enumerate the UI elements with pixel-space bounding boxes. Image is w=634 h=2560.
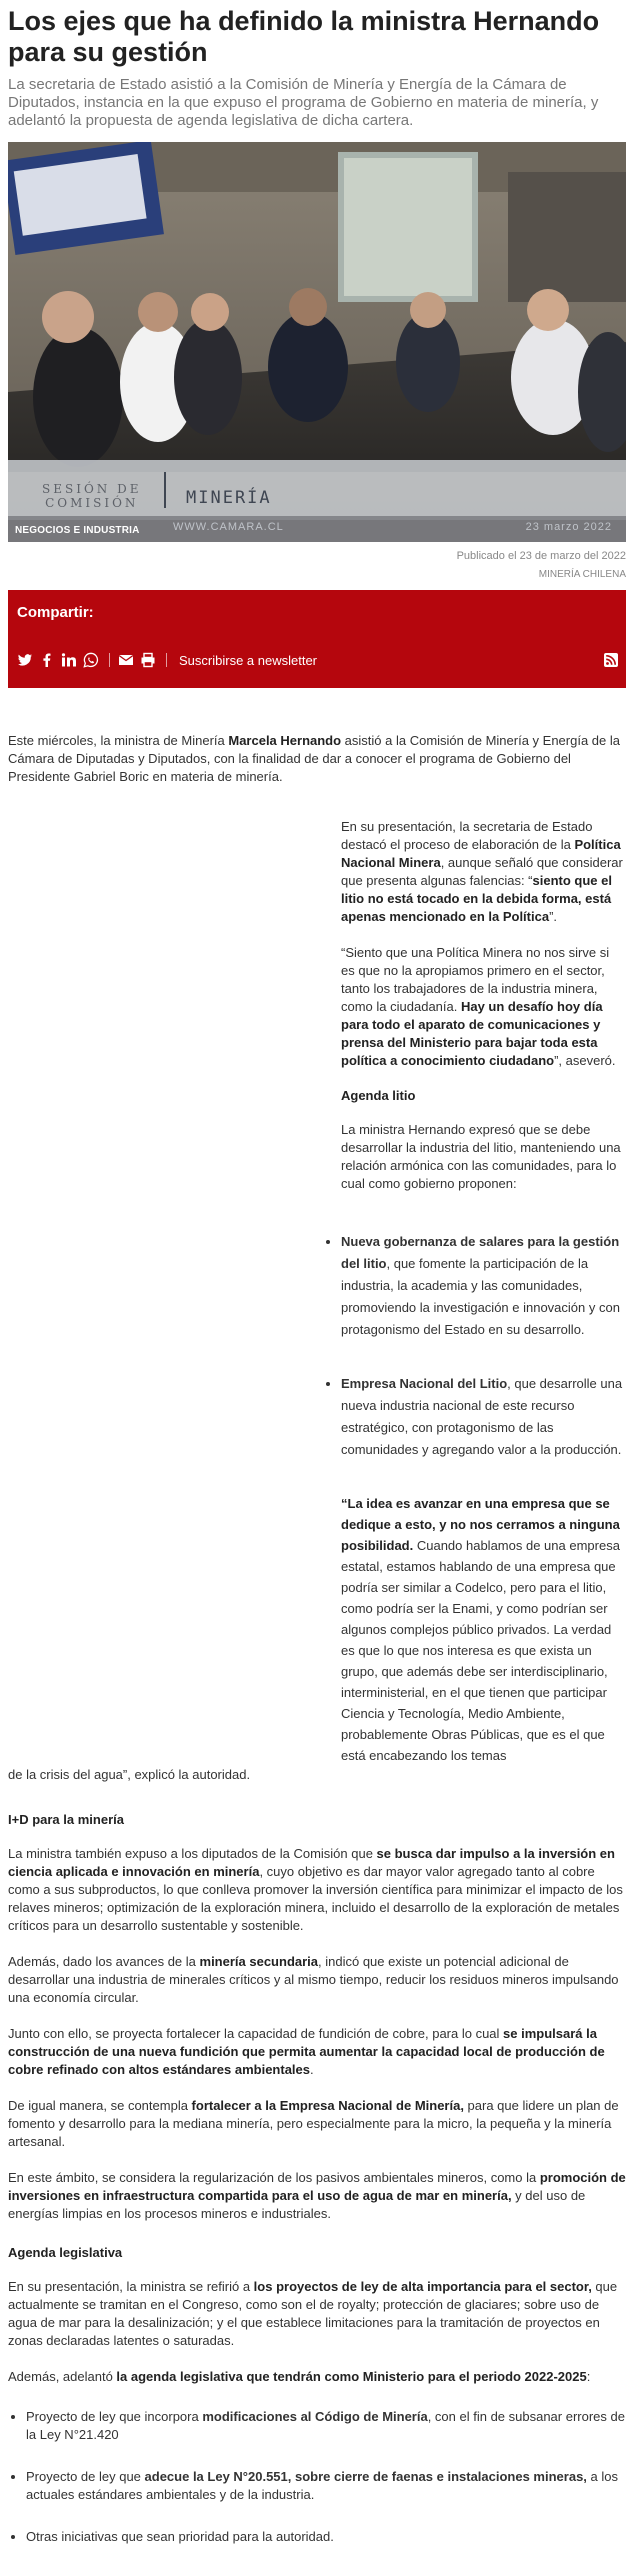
section-heading-agenda-litio: Agenda litio <box>341 1088 416 1103</box>
legislative-agenda-list <box>8 2408 626 2560</box>
print-icon[interactable] <box>140 652 156 668</box>
article-title: Los ejes que ha definido la ministra Hernando para su gestión <box>8 6 600 67</box>
body-paragraph: La ministra también expuso a los diputados de la Comisión que se busca dar impulso a la inversión en ciencia aplicada e innovación en minería, cuyo objetivo es dar mayor valor agregado tanto al cobre como a sus subproductos, lo que conlleva promover la inversión científica para minimizar el impacto de los relaves mineros; optimización de la exploración minera, incluido el desarrollo de la exploración de metales críticos para un desarrollo sustentable y sostenible. <box>8 1846 623 1933</box>
body-paragraph: Además, adelantó la agenda legislativa que tendrán como Ministerio para el periodo 2022-2025: <box>8 2369 591 2384</box>
category-badge[interactable]: NEGOCIOS E INDUSTRIA <box>15 525 140 536</box>
body-paragraph: Además, dado los avances de la minería secundaria, indicó que existe un potencial adicional de desarrollar una industria de minerales críticos y al mismo tiempo, reducir los residuos mineros impulsando una economía circular. <box>8 1954 619 2005</box>
intro-paragraph: Este miércoles, la ministra de Minería Marcela Hernando asistió a la Comisión de Minería y Energía de la Cámara de Diputadas y Diputados, con la finalidad de dar a conocer el programa de Gobierno del Presidente Gabriel Boric en materia de minería. <box>8 733 620 784</box>
section-heading-agenda-legislativa: Agenda legislativa <box>8 2245 123 2260</box>
aside-column <box>341 818 626 1193</box>
rss-icon[interactable] <box>604 653 618 667</box>
list-item: • Otras iniciativas que sean prioridad para la autoridad. <box>26 2528 626 2546</box>
aside-column <box>341 1493 626 1766</box>
list-item: • Nueva gobernanza de salares para la gestión del litio, que fomente la participación de la industria, la academia y las comunidades, promoviendo la investigación e innovación y con protagonismo del Estado en su desarrollo. <box>341 1231 626 1341</box>
list-item: • Proyecto de ley que incorpora modificaciones al Código de Minería, con el fin de subsanar errores de la Ley N°21.420 <box>26 2408 626 2444</box>
share-bar <box>8 590 626 688</box>
email-icon[interactable] <box>118 652 134 668</box>
hero-date-label: 23 marzo 2022 <box>525 521 612 533</box>
body-paragraph: De igual manera, se contempla fortalecer a la Empresa Nacional de Minería, para que lidere un plan de fomento y desarrollo para la mediana minería, pero especialmente para la micro, la pequeña y la minería artesanal. <box>8 2098 619 2149</box>
body-paragraph: En este ámbito, se considera la regularización de los pasivos ambientales mineros, como la promoción de inversiones en infraestructura compartida para el uso de agua de mar en minería, y del uso de energías limpias en los procesos mineros e industriales. <box>8 2170 626 2221</box>
quote-paragraph: “La idea es avanzar en una empresa que se dedique a esto, y no nos cerramos a ninguna posibilidad. Cuando hablamos de una empresa estatal, estamos hablando de una empresa que podría ser similar a Codelco, pero para el litio, como podría ser la Enami, y como podrían ser algunos complejos público privados. La verdad es que lo que nos interesa es que exista un grupo, que además debe ser interdisciplinario, interministerial, en el que tienen que participar Ciencia y Tecnología, Medio Ambiente, probablemente Obras Públicas, que es el que está encabezando los temas <box>341 1496 620 1763</box>
quote-paragraph-end: de la crisis del agua”, explicó la autoridad. <box>8 1767 251 1782</box>
litio-proposals-list <box>341 1231 626 1461</box>
share-title: Compartir: <box>17 604 94 621</box>
body-paragraph: La ministra Hernando expresó que se debe desarrollar la industria del litio, manteniendo una relación armónica con las comunidades, para lo cual como gobierno proponen: <box>341 1122 621 1191</box>
whatsapp-icon[interactable] <box>83 652 99 668</box>
list-item: • Empresa Nacional del Litio, que desarrolle una nueva industria nacional de este recurso estratégico, con protagonismo de las comunidades y agregando valor a la producción. <box>341 1373 626 1461</box>
list-item: • Proyecto de ley que adecue la Ley N°20.551, sobre cierre de faenas e instalaciones mineras, a los actuales estándares ambientales y de la industria. <box>26 2468 626 2504</box>
hero-session-label: SESIÓN DE COMISIÓN <box>42 482 142 510</box>
body-paragraph: “Siento que una Política Minera no nos sirve si es que no la apropiamos primero en el sector, tanto los trabajadores de la industria minera, como la ciudadanía. Hay un desafío hoy día para todo el aparato de comunicaciones y prensa del Ministerio para bajar toda esta política a conocimiento ciudadano”, aseveró. <box>341 945 616 1068</box>
twitter-icon[interactable] <box>17 652 33 668</box>
article-lead: La secretaria de Estado asistió a la Comisión de Minería y Energía de la Cámara de Diputados, instancia en la que expuso el programa de Gobierno en materia de minería, y adelantó la propuesta de agenda legislativa de dicha cartera. <box>8 76 599 129</box>
hero-commission-label: MINERÍA <box>186 488 272 508</box>
hero-image <box>8 142 626 542</box>
body-paragraph: En su presentación, la secretaria de Estado destacó el proceso de elaboración de la Política Nacional Minera, aunque señaló que considerar que presenta algunas falencias: “siento que el litio no está tocado en la debida forma, está apenas mencionado en la Política”. <box>341 819 623 924</box>
section-heading-id: I+D para la minería <box>8 1812 124 1827</box>
body-paragraph: En su presentación, la ministra se refirió a los proyectos de ley de alta importancia para el sector, que actualmente se tramitan en el Congreso, como son el de royalty; protección de glaciares; sobre uso de agua de mar para la desalinización; y el que establece limitaciones para la tramitación de proyectos en zonas declaradas latentes o saturadas. <box>8 2279 618 2348</box>
newsletter-link[interactable]: Suscribirse a newsletter <box>179 652 317 668</box>
hero-web-label: WWW.CAMARA.CL <box>173 521 284 533</box>
published-date: Publicado el 23 de marzo del 2022 <box>456 550 626 562</box>
linkedin-icon[interactable] <box>61 652 77 668</box>
article-source: MINERÍA CHILENA <box>538 569 626 580</box>
share-icons <box>17 652 317 668</box>
facebook-icon[interactable] <box>39 652 55 668</box>
body-paragraph: Junto con ello, se proyecta fortalecer la capacidad de fundición de cobre, para lo cual se impulsará la construcción de una nueva fundición que permita aumentar la capacidad local de producción de cobre refinado con altos estándares ambientales. <box>8 2026 605 2077</box>
share-divider <box>166 653 167 667</box>
share-divider <box>109 653 110 667</box>
